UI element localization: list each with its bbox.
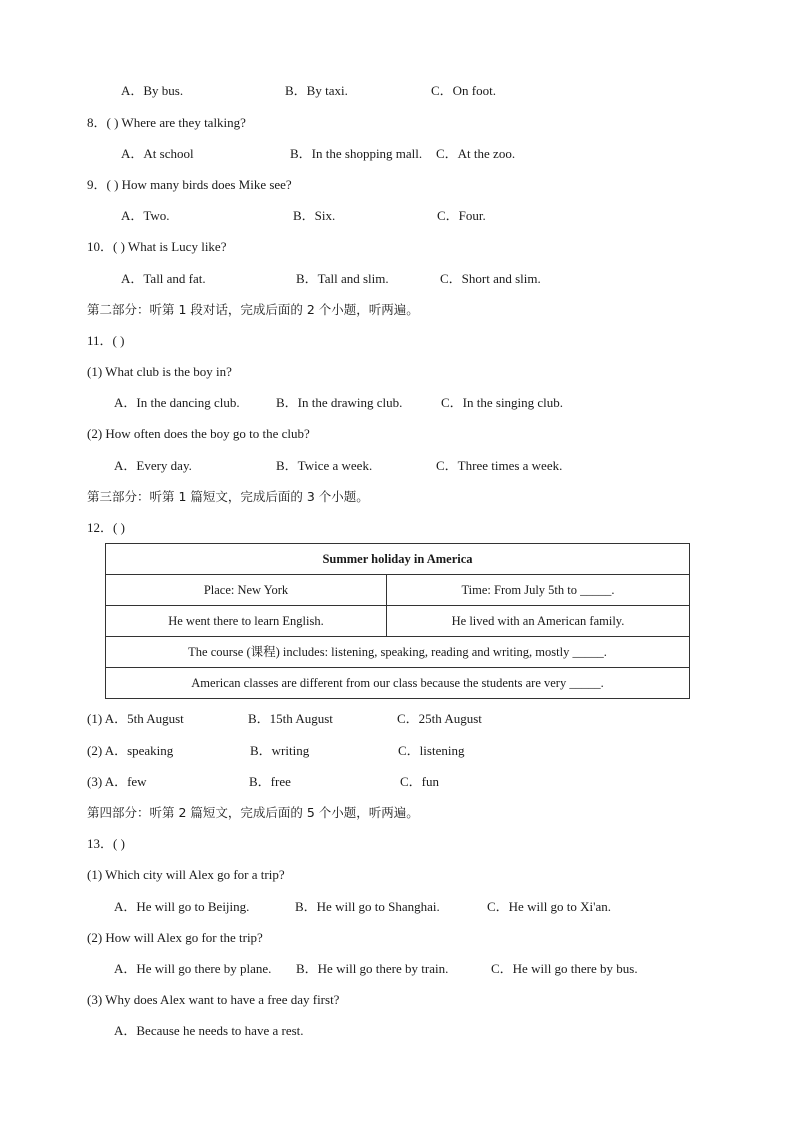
q13-sub3: (3) Why does Alex want to have a free day first? <box>87 992 340 1007</box>
q11-sub1-option-a: A．In the dancing club. <box>114 395 240 410</box>
q9-option-c: C．Four. <box>437 208 486 223</box>
q8-stem: 8．( ) Where are they talking? <box>87 115 246 130</box>
q12-sub2-option-a: (2) A．speaking <box>87 743 174 758</box>
q11-sub2-option-a: A．Every day. <box>114 458 192 473</box>
q11-sub1-option-c: C．In the singing club. <box>441 395 564 410</box>
table-lived-cell: He lived with an American family. <box>387 606 690 637</box>
q13-sub1-option-a: A．He will go to Beijing. <box>114 899 250 914</box>
q12-sub3-option-a: (3) A．few <box>87 774 147 789</box>
q12-sub2-option-b: B．writing <box>250 743 310 758</box>
q9-stem: 9．( ) How many birds does Mike see? <box>87 177 292 192</box>
table-learn-cell: He went there to learn English. <box>106 606 387 637</box>
q7-option-b: B．By taxi. <box>285 83 348 98</box>
q13-sub2-option-b: B．He will go there by train. <box>296 961 449 976</box>
q10-stem: 10．( ) What is Lucy like? <box>87 239 227 254</box>
q13-sub2-option-c: C．He will go there by bus. <box>491 961 638 976</box>
part2-heading: 第二部分：听第 1 段对话，完成后面的 2 个小题，听两遍。 <box>87 302 419 317</box>
q8-option-b: B．In the shopping mall. <box>290 146 423 161</box>
table-classes-cell: American classes are different from our class because the students are very _____. <box>106 668 690 699</box>
q10-option-a: A．Tall and fat. <box>121 271 206 286</box>
q11-sub1-option-b: B．In the drawing club. <box>276 395 403 410</box>
q13-sub2: (2) How will Alex go for the trip? <box>87 930 263 945</box>
q12-stem: 12．( ) <box>87 520 125 535</box>
summer-holiday-table <box>105 543 690 699</box>
q9-option-b: B．Six. <box>293 208 336 223</box>
q11-stem: 11．( ) <box>87 333 125 348</box>
table-title: Summer holiday in America <box>106 544 690 575</box>
q7-option-a: A．By bus. <box>121 83 184 98</box>
q12-sub3-option-c: C．fun <box>400 774 440 789</box>
q13-sub3-option-a: A．Because he needs to have a rest. <box>114 1023 304 1038</box>
q10-option-c: C．Short and slim. <box>440 271 541 286</box>
table-course-cell: The course (课程) includes: listening, speaking, reading and writing, mostly _____. <box>106 637 690 668</box>
table-place-cell: Place: New York <box>106 575 387 606</box>
q11-sub1: (1) What club is the boy in? <box>87 364 232 379</box>
part3-heading: 第三部分：听第 1 篇短文，完成后面的 3 个小题。 <box>87 489 369 504</box>
q8-option-c: C．At the zoo. <box>436 146 516 161</box>
q13-sub2-option-a: A．He will go there by plane. <box>114 961 272 976</box>
q10-option-b: B．Tall and slim. <box>296 271 389 286</box>
q12-sub2-option-c: C．listening <box>398 743 465 758</box>
q11-sub2-option-b: B．Twice a week. <box>276 458 373 473</box>
q12-sub1-option-b: B．15th August <box>248 711 333 726</box>
q11-sub2-option-c: C．Three times a week. <box>436 458 563 473</box>
q7-option-c: C．On foot. <box>431 83 497 98</box>
part4-heading: 第四部分：听第 2 篇短文，完成后面的 5 个小题，听两遍。 <box>87 805 419 820</box>
q13-stem: 13．( ) <box>87 836 125 851</box>
q8-option-a: A．At school <box>121 146 194 161</box>
q13-sub1-option-c: C．He will go to Xi'an. <box>487 899 612 914</box>
q12-sub3-option-b: B．free <box>249 774 291 789</box>
q11-sub2: (2) How often does the boy go to the club? <box>87 426 310 441</box>
q9-option-a: A．Two. <box>121 208 170 223</box>
q12-sub1-option-c: C．25th August <box>397 711 482 726</box>
q13-sub1: (1) Which city will Alex go for a trip? <box>87 867 285 882</box>
table-time-cell: Time: From July 5th to _____. <box>387 575 690 606</box>
q13-sub1-option-b: B．He will go to Shanghai. <box>295 899 440 914</box>
q12-sub1-option-a: (1) A．5th August <box>87 711 184 726</box>
